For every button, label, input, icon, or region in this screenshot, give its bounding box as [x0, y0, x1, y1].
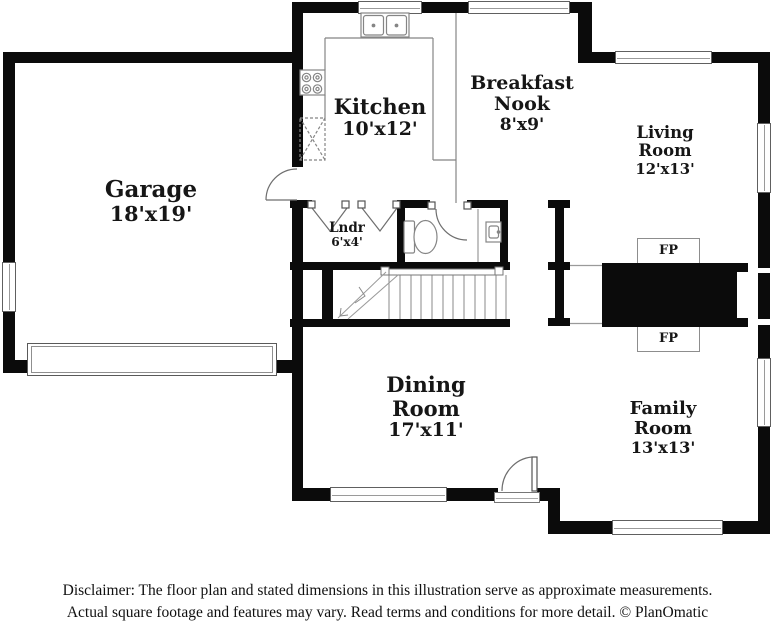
- room-label-dining-room: Dining Room 17'x11': [386, 372, 466, 442]
- room-label-laundry: Lndr 6'x4': [329, 220, 365, 250]
- room-label-living-room: Living Room 12'x13': [635, 123, 695, 178]
- kitchen-sink: [361, 13, 409, 37]
- room-label-family-room: Family Room 13'x13': [629, 398, 697, 458]
- room-label-kitchen: Kitchen 10'x12': [333, 94, 427, 140]
- room-label-breakfast-nook: Breakfast Nook 8'x9': [470, 72, 574, 135]
- garage-entry-door: [266, 169, 297, 200]
- toilet: [404, 221, 437, 254]
- fireplace-label-bottom: FP: [658, 331, 678, 346]
- disclaimer-line-2: Actual square footage and features may vary. Read terms and conditions for more detail. © PlanOmatic: [66, 604, 709, 621]
- room-label-garage: Garage 18'x19': [104, 176, 198, 226]
- bathroom: [404, 202, 501, 262]
- bath-sink: [486, 222, 501, 242]
- front-door: [502, 457, 537, 491]
- staircase: [338, 267, 506, 319]
- disclaimer: [0, 580, 775, 624]
- disclaimer-line-1: Disclaimer: The floor plan and stated dimensions in this illustration serve as approximate measurements.: [62, 582, 713, 599]
- fireplace-label-top: FP: [658, 243, 678, 258]
- cased-opening: [570, 266, 602, 324]
